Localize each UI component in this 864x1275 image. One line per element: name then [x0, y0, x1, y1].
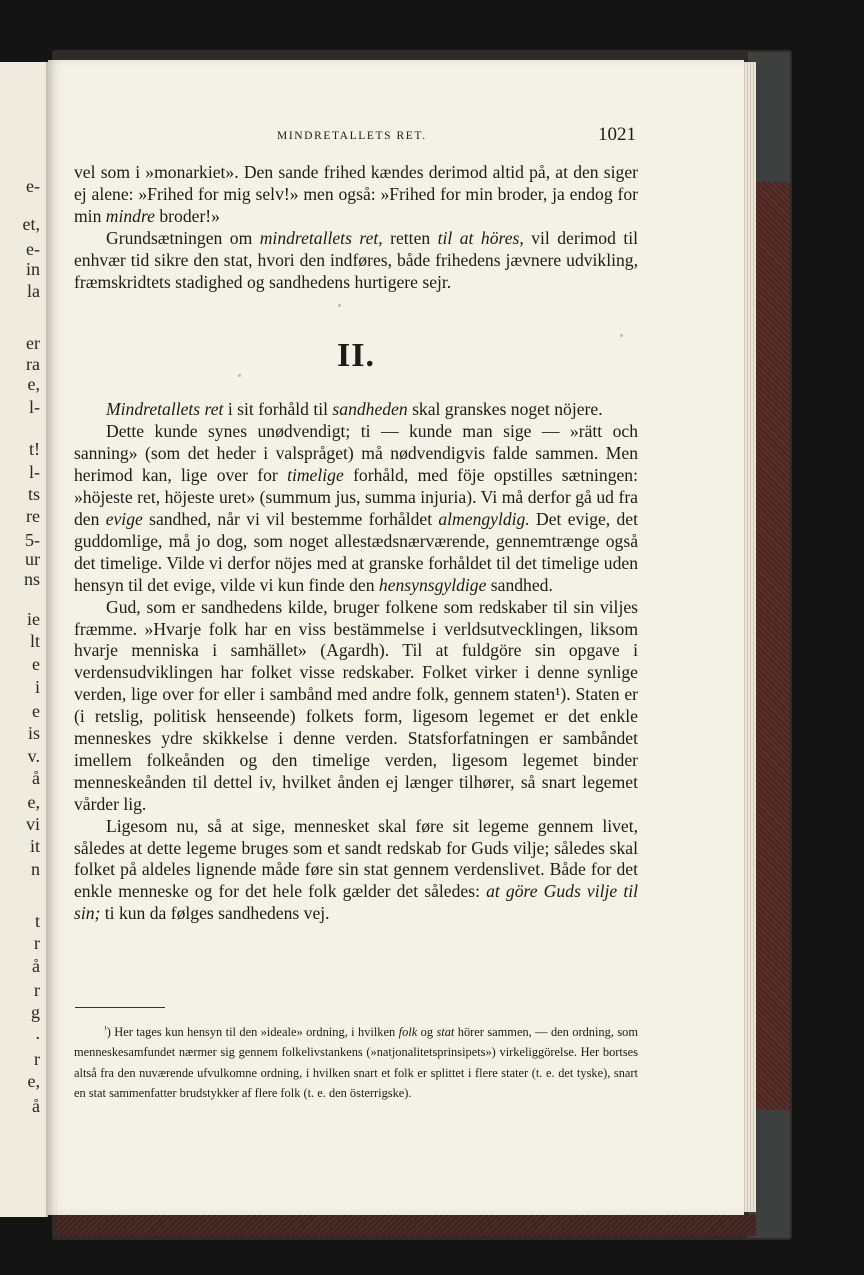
paragraph — [74, 399, 638, 421]
facing-page-fragment: in — [25, 259, 40, 279]
facing-page-fragment: vi — [25, 814, 40, 834]
italic-text: almengyldig. — [438, 508, 530, 529]
italic-text: timelige — [287, 465, 344, 486]
italic-text: stat — [436, 1025, 455, 1039]
facing-page-fragment: it — [29, 836, 40, 856]
facing-page-fragment: et, — [22, 214, 40, 234]
facing-page-fragment: t! — [29, 439, 40, 459]
paragraph — [74, 228, 638, 294]
text-run: vil derimod til enhvær tid sikre den stat, hvori den indføres, både frihedens jævnere udvikling, fræmskridtets stadighed og sandhedens hurtigere sejr. — [74, 227, 638, 292]
facing-page-fragment: 5- — [25, 530, 40, 550]
facing-page-fragment: ie — [27, 609, 40, 629]
italic-text: mindretallets ret, — [259, 227, 383, 248]
text-run: Gud, som er sandhedens kilde, bruger folkene som redskaber til sin viljes fræmme. »Hvarje folk har en viss bestämmelse i verldsutvecklingen, liksom hvarje menniska i samhället» (Agardh). Til at fuldgöre sin opgave i verdensudviklingen har folket visse redskaber. Folket virker i denne synlige verden, lige over for eller i sambånd med andre folk, gennem staten — [74, 596, 638, 705]
facing-page-fragment: e, — [27, 792, 40, 812]
facing-page-fragment: l- — [29, 462, 40, 482]
facing-page-fragment: v. — [27, 746, 40, 766]
body-text — [74, 162, 638, 925]
text-run: broder!» — [154, 205, 220, 226]
facing-page-fragment: å — [32, 956, 40, 976]
text-run: ). Staten er (i retslig, politisk henseende) folkets form, ligesom legemet er det enkle menneskes ydre skikkelse i denne verden. Statsforfatningen er sambåndet imellem folkeånden og den timelige verden, ligesom legemet binder menneskeånden til dettel iv, hvilket ånden ej længer tilhører, så snart legemet vårder lig. — [74, 684, 638, 814]
text-run: vel som i »monarkiet». Den sande frihed kændes derimod altid på, at den siger ej alene: »Frihed for mig selv!» men også: »Frihed for min broder, ja endog for min — [74, 162, 638, 226]
text-run: forhåld, med föje opstilles sætningen: »höjeste ret, höjeste uret» (summum jus, summa injuria). Vi må derfor gå ud fra den — [74, 465, 638, 529]
footnote-marker: ¹ — [104, 1024, 107, 1034]
text-run: ti kun da følges sandhedens vej. — [100, 903, 330, 924]
facing-page-fragment: lt — [29, 631, 40, 651]
page-number: 1021 — [598, 124, 636, 145]
facing-page-fragment: n — [31, 859, 40, 879]
text-run: skal granskes noget nöjere. — [407, 399, 603, 420]
facing-page-fragment: . — [35, 1023, 40, 1043]
facing-page-fragment: e — [32, 701, 40, 721]
cover-bottom-edge — [56, 1214, 756, 1236]
paragraph — [74, 816, 638, 926]
facing-page-fragment: å — [32, 1096, 40, 1116]
facing-page-edge — [0, 62, 48, 1217]
italic-text: evige — [105, 508, 143, 529]
facing-page-fragment: re — [26, 506, 40, 526]
italic-text: sandheden — [332, 399, 408, 420]
paragraph — [74, 162, 638, 228]
text-run: hörer sammen, — den ordning, som menneskesamfundet nærmer sig gennem folkelivstankens (»natjonalitetsprinsipets») virkeliggörelse. Her bortses altså fra den nuværende ufvulkomne ordning, i hvilken snart et folk er splittet i flere stater (t. e. det tyske), snart en stat sammenfatter brudstykker af flere folk (t. e. den österrigske). — [74, 1025, 638, 1101]
text-run: Dette kunde synes unødvendigt; ti — kunde man sige — »rätt och sanning» (som det heder i valspråget) må nødvendigvis falde sammen. Men herimod kan, lige over for — [74, 421, 638, 486]
footnote-marker: ¹ — [555, 684, 561, 705]
facing-page-fragment: i — [34, 677, 40, 697]
section-heading: II. — [337, 337, 375, 375]
facing-page-fragment: ra — [26, 354, 40, 374]
italic-text: at göre Guds vilje til sin; — [74, 881, 638, 924]
text-run: ) Her tages kun hensyn til den »ideale» ordning, i hvilken — [106, 1025, 399, 1039]
facing-page-fragment: ns — [23, 569, 40, 589]
facing-page-fragment: e- — [26, 176, 40, 196]
text-run: Ligesom nu, så at sige, mennesket skal føre sit legeme gennem livet, således at dette legeme bruges som et sandt redskab for Guds vilje; således skal folket på aldeles lignende måde føre sin stat gennem verdenslivet. Både for det enkle menneske og for det hele folk gælder det således: — [74, 815, 638, 902]
italic-text: Mindretallets ret — [106, 399, 224, 420]
paragraph — [74, 597, 638, 816]
italic-text: til at höres, — [437, 227, 524, 248]
facing-page-fragment: å — [32, 768, 40, 788]
facing-page-fragment: r — [34, 1049, 40, 1069]
italic-text: hensynsgyldige — [378, 574, 487, 595]
paragraph — [74, 421, 638, 596]
text-run: sandhed. — [486, 574, 553, 595]
text-run: Grundsætningen om — [106, 227, 260, 248]
footnote-text — [74, 1019, 638, 1104]
facing-page-fragment: g — [31, 1002, 40, 1022]
footnote — [74, 1019, 638, 1104]
text-run: og — [417, 1025, 437, 1039]
footnote-divider — [75, 1007, 165, 1008]
cover-edge-marbled — [756, 170, 790, 1110]
facing-page-fragment: ts — [27, 484, 40, 504]
facing-page-fragment: e, — [27, 1071, 40, 1091]
facing-page-fragment: er — [26, 333, 40, 353]
facing-page-fragment: r — [34, 980, 40, 1000]
facing-page-fragment: ur — [25, 549, 40, 569]
facing-page-fragment: l- — [29, 397, 40, 417]
facing-page-fragment: e — [32, 654, 40, 674]
text-run: i sit forhåld til — [223, 399, 333, 420]
italic-text: mindre — [105, 205, 155, 226]
facing-page-fragment: t — [34, 911, 40, 931]
facing-page-fragment: e- — [26, 239, 40, 259]
facing-page-fragment: la — [27, 281, 40, 301]
facing-page-fragment: r — [34, 933, 40, 953]
italic-text: folk — [398, 1025, 418, 1039]
running-head-title: MINDRETALLETS RET. — [277, 130, 427, 142]
text-run: retten — [382, 227, 438, 248]
facing-page-fragment: e, — [27, 374, 40, 394]
text-run: sandhed, når vi vil bestemme forhåldet — [142, 508, 439, 529]
page-block-edge — [742, 62, 756, 1212]
text-run: Det evige, det guddomlige, må jo dog, som noget allestædsnærværende, gennemtrænge også det timelige. Vilde vi derfor nöjes med at granske forhåldet til det timelige uden hensyn til det evige, vilde vi kun finde den — [74, 508, 638, 595]
facing-page-fragment: is — [27, 723, 40, 743]
